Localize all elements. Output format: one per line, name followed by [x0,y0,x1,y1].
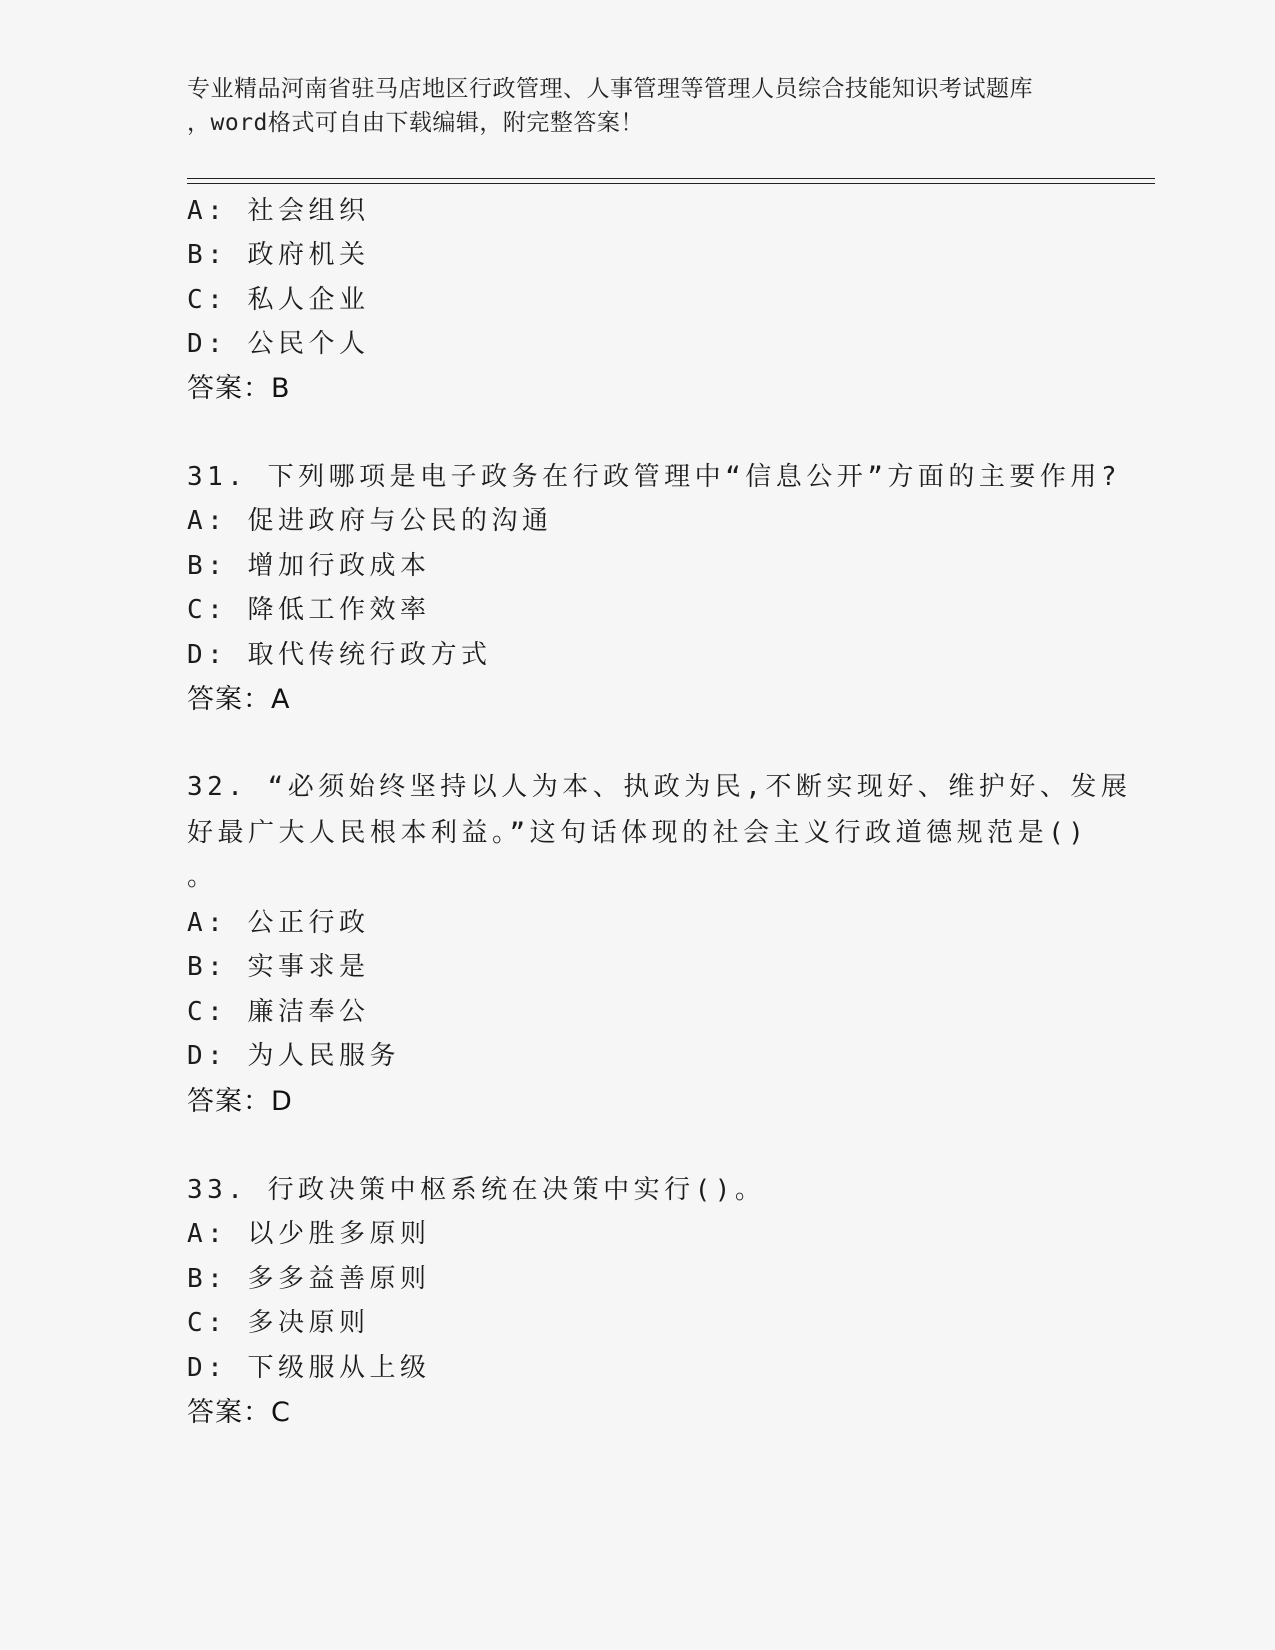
header-divider-bottom [187,183,1155,184]
q33-answer: 答案：C [187,1397,291,1428]
q30-answer: 答案：B [187,373,291,404]
q33-option-c: C: 多决原则 [187,1308,370,1338]
q30-option-b: B: 政府机关 [187,240,370,270]
q31-question: 31. 下列哪项是电子政务在行政管理中“信息公开”方面的主要作用? [187,462,1122,492]
q32-question-line-2: 好最广大人民根本利益。”这句话体现的社会主义行政道德规范是() [187,818,1089,848]
q30-option-c: C: 私人企业 [187,285,370,315]
q33-question: 33. 行政决策中枢系统在决策中实行()。 [187,1175,766,1205]
q32-question-line-1: 32. “必须始终坚持以人为本、执政为民,不断实现好、维护好、发展 [187,772,1132,802]
header-title-line-2: ，word格式可自由下载编辑，附完整答案！ [187,110,644,136]
q30-option-a: A: 社会组织 [187,196,370,226]
document-header [187,72,1087,140]
q30-option-d: D: 公民个人 [187,329,370,359]
q31-option-a: A: 促进政府与公民的沟通 [187,506,553,536]
header-divider-top [187,178,1155,179]
header-title-line-1: 专业精品河南省驻马店地区行政管理、人事管理等管理人员综合技能知识考试题库 [187,76,1033,102]
q32-option-b: B: 实事求是 [187,952,370,982]
q31-option-b: B: 增加行政成本 [187,551,431,581]
q32-option-d: D: 为人民服务 [187,1041,400,1071]
q32-option-a: A: 公正行政 [187,908,370,938]
q32-question-line-3: 。 [187,862,218,892]
q33-option-b: B: 多多益善原则 [187,1264,431,1294]
q33-option-d: D: 下级服从上级 [187,1353,431,1383]
q31-option-d: D: 取代传统行政方式 [187,640,492,670]
q33-option-a: A: 以少胜多原则 [187,1219,431,1249]
q32-option-c: C: 廉洁奉公 [187,997,370,1027]
q32-answer: 答案：D [187,1086,293,1117]
q31-option-c: C: 降低工作效率 [187,595,431,625]
q31-answer: 答案：A [187,684,291,715]
